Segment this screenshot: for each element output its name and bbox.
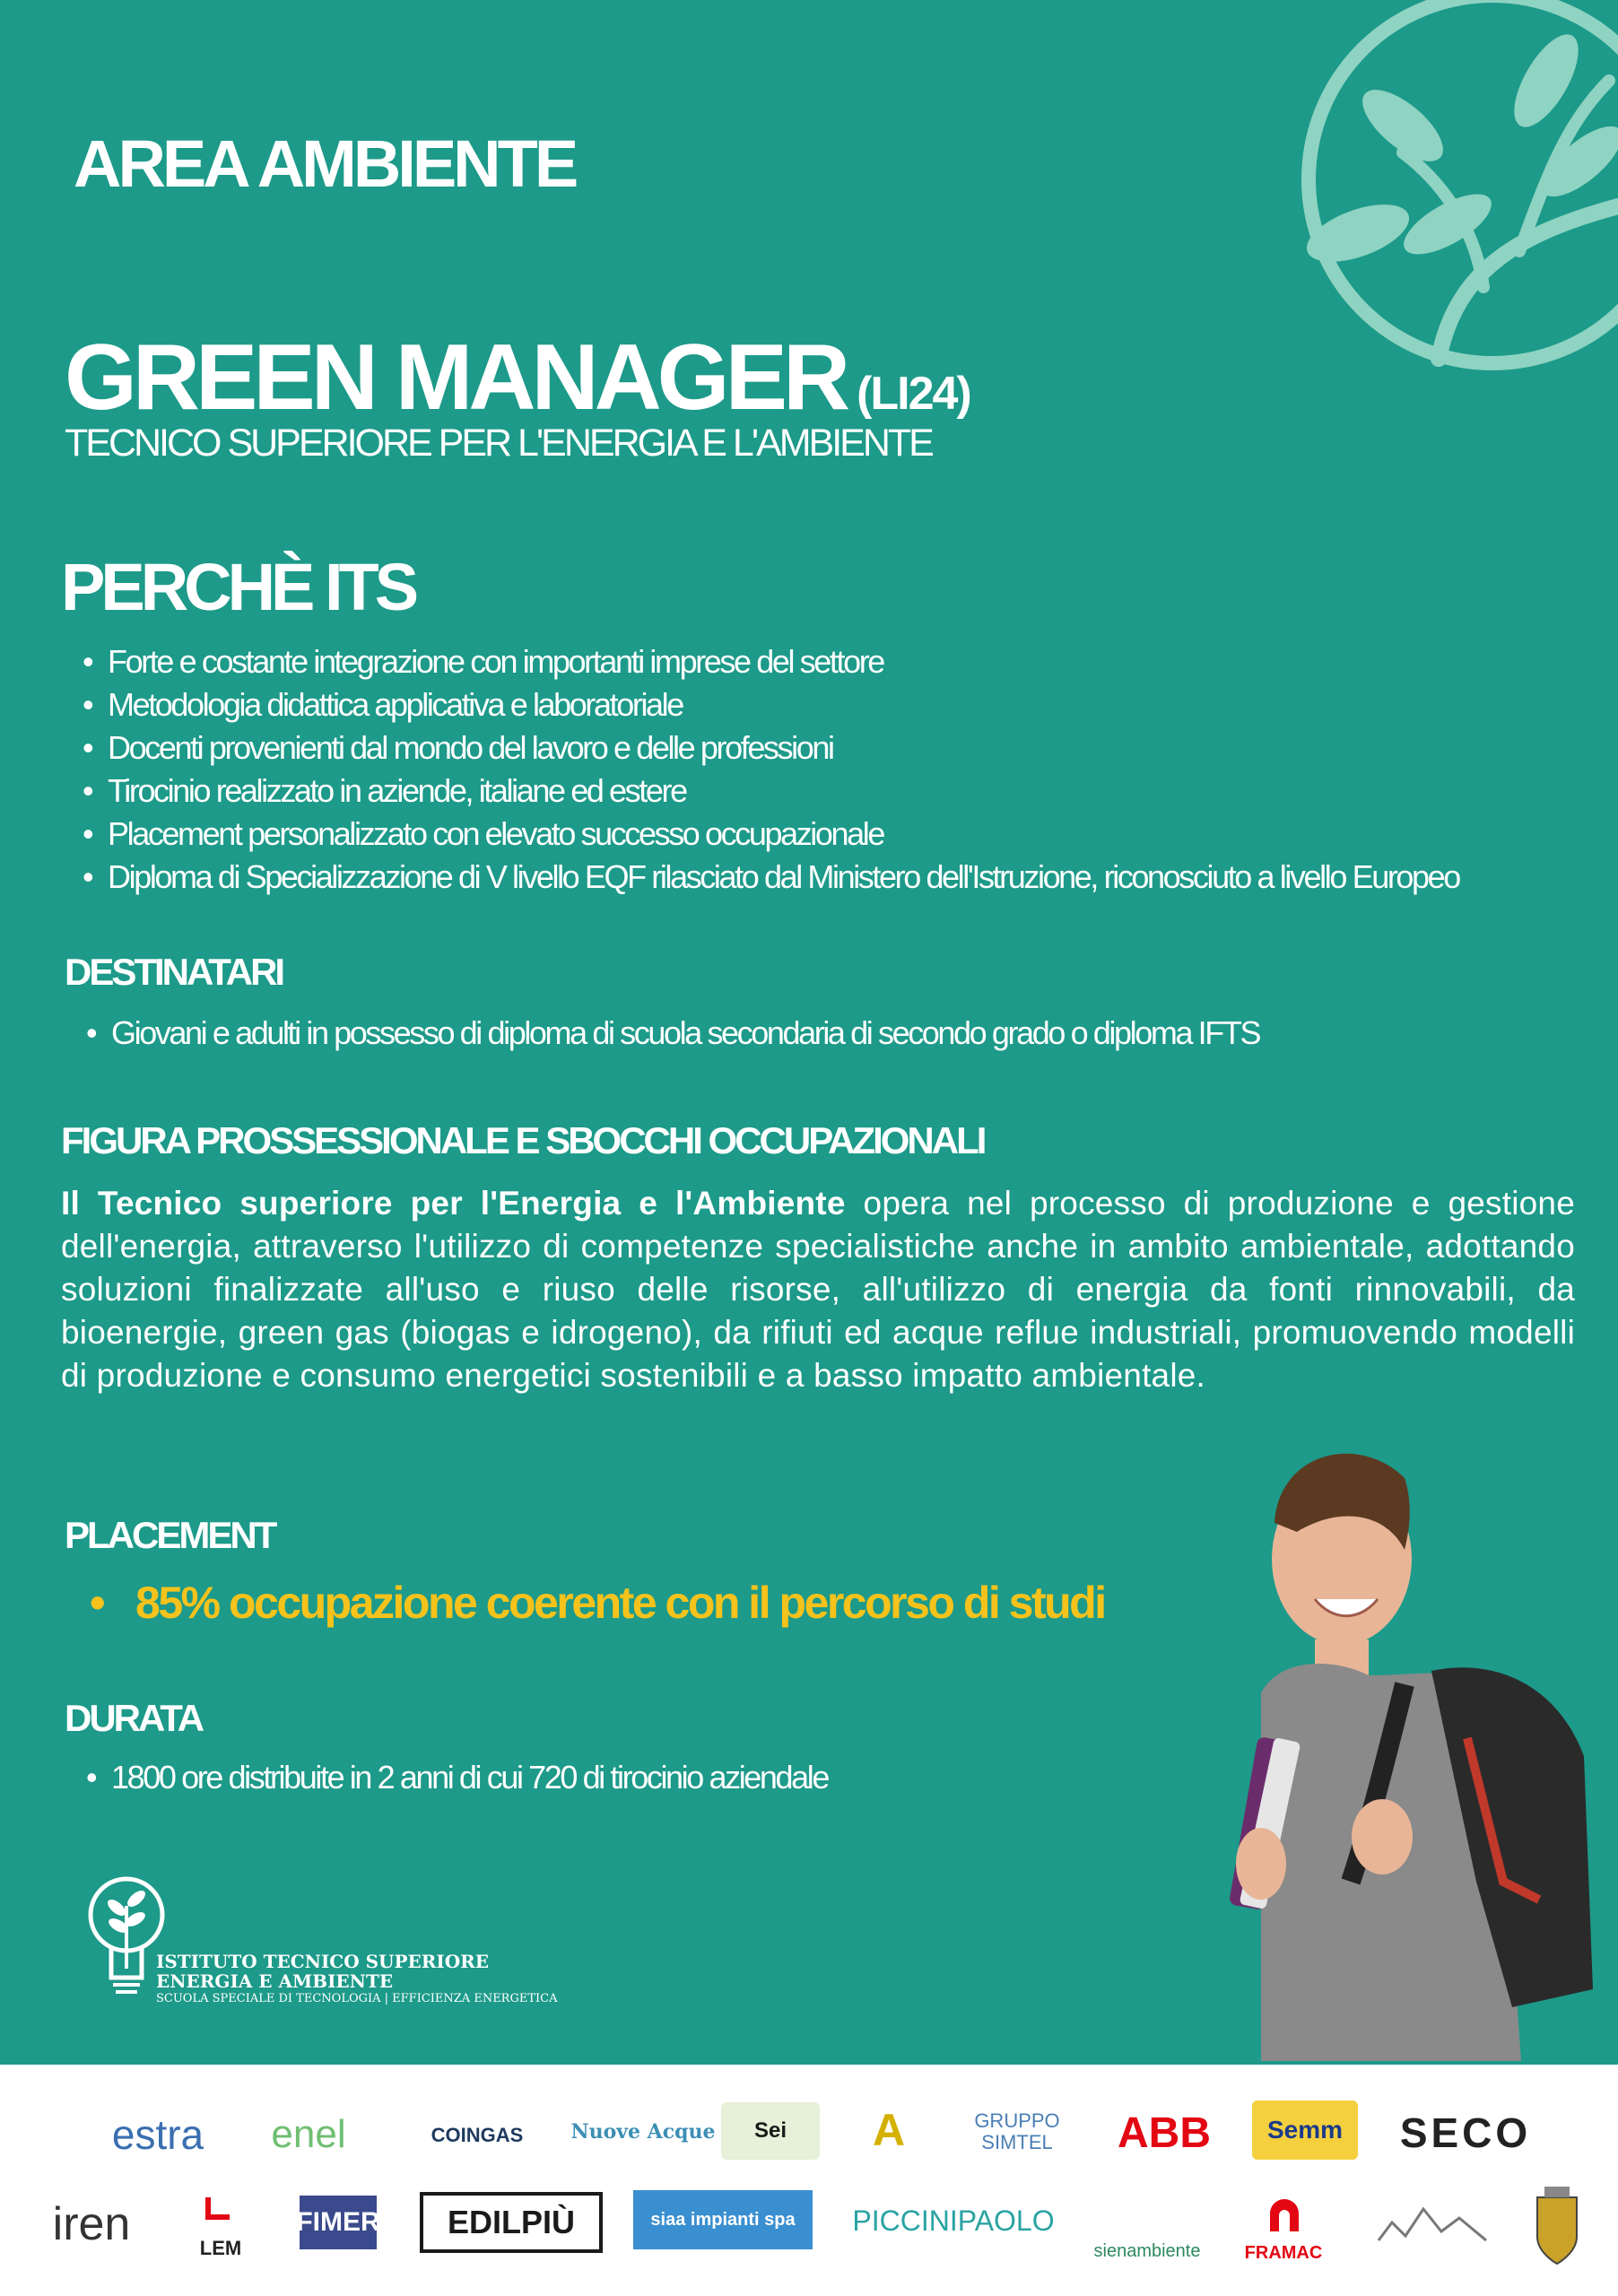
list-item: • Tirocinio realizzato in aziende, italiane ed estere: [65, 770, 1459, 813]
placement-heading: PLACEMENT: [65, 1514, 275, 1556]
sponsor-logo: ABB: [1118, 2109, 1211, 2157]
course-title: GREEN MANAGER: [65, 326, 847, 430]
sponsor-logo: LEM: [199, 2237, 242, 2259]
sponsor-logo: FIMER: [300, 2196, 377, 2249]
target-heading: DESTINATARI: [65, 951, 283, 993]
sponsor-logo: sienambiente: [1093, 2241, 1201, 2261]
duration-list: [68, 1756, 828, 1799]
list-item: • 1800 ore distribuite in 2 anni di cui 720 di tirocinio aziendale: [68, 1756, 828, 1799]
sponsor-logo: FRAMAC: [1244, 2243, 1323, 2263]
area-heading: AREA AMBIENTE: [74, 126, 576, 201]
coat-of-arms-icon: [1532, 2185, 1582, 2271]
sponsor-logo: Nuove Acque: [570, 2120, 716, 2144]
institute-name-line2: ENERGIA E AMBIENTE: [156, 1970, 394, 1992]
plant-bulb-decoration: [1223, 0, 1618, 466]
placement-highlight: [90, 1577, 1105, 1629]
placement-text: 85% occupazione coerente con il percorso di studi: [135, 1578, 1105, 1628]
framac-mark-icon: [1265, 2196, 1304, 2231]
sponsor-logo: PICCINIPAOLO: [852, 2204, 1055, 2237]
why-its-list: [65, 640, 1459, 899]
sponsor-logo: estra: [111, 2111, 204, 2158]
lightbulb-icon: [86, 1870, 167, 2005]
list-item: • Diploma di Specializzazione di V livello EQF rilasciato dal Ministero dell'Istruzione, riconosciuto a livello Europeo: [65, 856, 1459, 899]
municipality-logo-icon: [1374, 2196, 1491, 2249]
profile-text: opera nel processo di produzione e gestione dell'energia, attraverso l'utilizzo di competenze specialistiche anche in ambito ambientale, adottando soluzioni finalizzate all'uso e riuso delle risorse, all'utilizzo di energia da fonti rinnovabili, da bioenergie, green gas (biogas e idrogeno), da rifiuti ed acque reflue industriali, promuovendo modelli di produzione e consumo energetici sostenibili e a basso impatto ambientale.: [61, 1185, 1575, 1394]
institute-tagline: SCUOLA SPECIALE DI TECNOLOGIA | EFFICIENZA ENERGETICA: [156, 1992, 558, 2005]
why-its-heading: PERCHÈ ITS: [61, 550, 415, 624]
profile-description: [61, 1182, 1575, 1397]
list-item: • Giovani e adulti in possesso di diploma di scuola secondaria di secondo grado o diploma IFTS: [68, 1012, 1259, 1055]
list-item: • Forte e costante integrazione con importanti imprese del settore: [65, 640, 1459, 683]
sponsor-logo: siaa impianti spa: [633, 2190, 813, 2249]
course-subtitle: TECNICO SUPERIORE PER L'ENERGIA E L'AMBIENTE: [65, 422, 932, 465]
list-item: • Metodologia didattica applicativa e laboratoriale: [65, 683, 1459, 726]
sponsors-bar: [0, 2065, 1618, 2296]
sponsor-logo: EDILPIÙ: [420, 2192, 603, 2253]
sponsor-logo: A: [872, 2105, 906, 2155]
sponsor-logo: GRUPPO SIMTEL: [974, 2109, 1060, 2153]
student-photo: [1225, 1415, 1602, 2061]
list-item: • Docenti provenienti dal mondo del lavoro e delle professioni: [65, 726, 1459, 770]
target-list: [68, 1012, 1259, 1055]
duration-heading: DURATA: [65, 1697, 203, 1739]
institute-logo: [86, 1870, 588, 2022]
sponsor-logo: enel: [271, 2112, 346, 2156]
list-item: • Placement personalizzato con elevato successo occupazionale: [65, 813, 1459, 856]
sponsor-logo: Semm: [1252, 2100, 1358, 2160]
institute-name-line1: ISTITUTO TECNICO SUPERIORE: [156, 1951, 490, 1972]
sponsor-logo: COINGAS: [431, 2124, 524, 2146]
course-title-block: [65, 325, 970, 431]
sponsor-logo: Sei: [721, 2102, 820, 2160]
profile-lead: Il Tecnico superiore per l'Energia e l'Ambiente: [61, 1185, 846, 1222]
lem-mark-icon: [203, 2194, 235, 2226]
course-code: (LI24): [857, 368, 970, 420]
sponsor-logo: iren: [52, 2198, 131, 2250]
sponsor-logo: SECO: [1399, 2109, 1532, 2156]
profile-heading: FIGURA PROSSESSIONALE E SBOCCHI OCCUPAZIONALI: [61, 1119, 985, 1161]
bullet-icon: •: [90, 1578, 104, 1628]
